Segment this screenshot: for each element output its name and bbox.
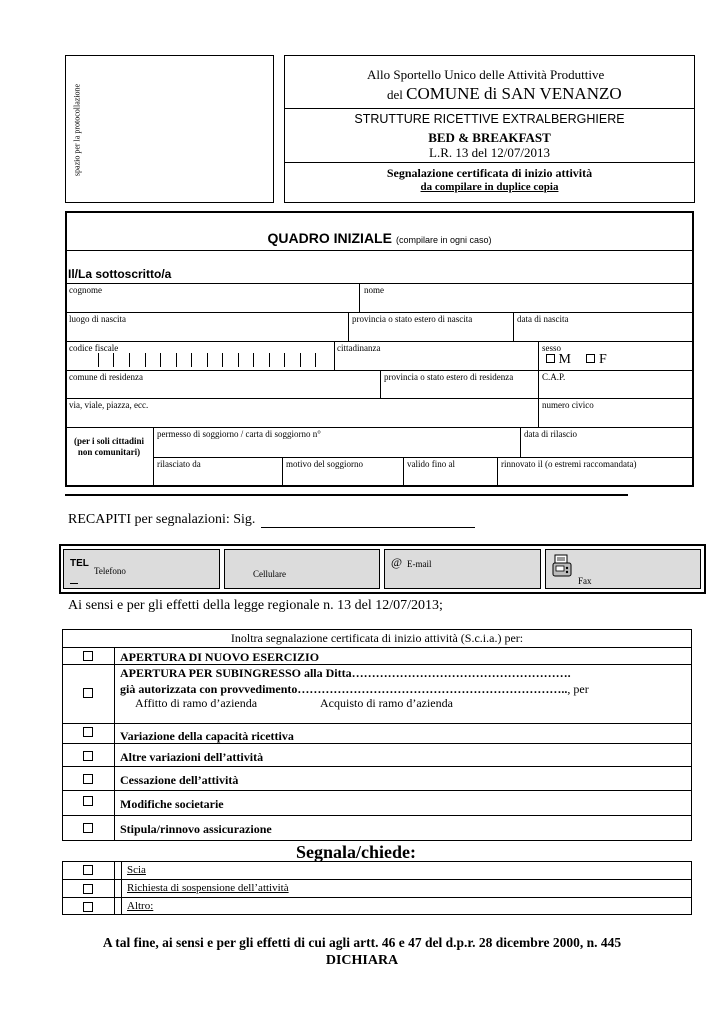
- section-title: STRUTTURE RICETTIVE EXTRALBERGHIERE: [354, 112, 625, 126]
- rilasciato-da-field[interactable]: [155, 471, 281, 485]
- checkbox-assicurazione[interactable]: [83, 823, 93, 833]
- cognome-field[interactable]: [66, 296, 358, 312]
- tel-sublabel: Telefono: [94, 566, 126, 576]
- item-nuovo-esercizio: APERTURA DI NUOVO ESERCIZIO: [120, 650, 320, 664]
- label-numero-civico: numero civico: [542, 400, 594, 410]
- via-field[interactable]: [66, 412, 537, 426]
- cellulare-box[interactable]: [224, 549, 380, 589]
- tel-box[interactable]: [63, 549, 220, 589]
- item-modifiche-societarie: Modifiche societarie: [120, 797, 224, 811]
- label-via: via, viale, piazza, ecc.: [69, 400, 149, 410]
- header-line2: del COMUNE di SAN VENANZO: [387, 84, 622, 103]
- data-nascita-field[interactable]: [515, 326, 693, 341]
- scia-header: Inoltra segnalazione certificata di inizio attività (S.c.i.a.) per:: [230, 631, 524, 645]
- label-cittadinanza: cittadinanza: [337, 343, 381, 353]
- label-data-nascita: data di nascita: [517, 314, 569, 324]
- segnala-title: Segnala/chiede:: [296, 842, 416, 862]
- label-provincia-nascita: provincia o stato estero di nascita: [352, 314, 473, 324]
- provincia-residenza-field[interactable]: [382, 384, 537, 398]
- label-motivo: motivo del soggiorno: [286, 459, 363, 469]
- sesso-m-label: M: [558, 352, 571, 367]
- header-divider-1: [284, 108, 695, 109]
- item-variazione-capacita: Variazione della capacità ricettiva: [120, 729, 294, 743]
- label-permesso: permesso di soggiorno / carta di soggiorno n°: [157, 429, 321, 439]
- comune-residenza-field[interactable]: [66, 384, 379, 398]
- item-altre-variazioni: Altre variazioni dell’attività: [120, 750, 264, 764]
- non-comunitari-label: (per i soli cittadini non comunitari): [73, 436, 145, 457]
- label-provincia-residenza: provincia o stato estero di residenza: [384, 372, 514, 382]
- label-cognome: cognome: [69, 285, 102, 295]
- label-data-rilascio: data di rilascio: [524, 429, 577, 439]
- fax-box[interactable]: [545, 549, 701, 589]
- subtitle-bnb: BED & BREAKFAST: [428, 130, 551, 145]
- label-valido-fino: valido fino al: [407, 459, 455, 469]
- email-label: E-mail: [407, 559, 432, 569]
- checkbox-cessazione[interactable]: [83, 774, 93, 784]
- label-luogo-nascita: luogo di nascita: [69, 314, 126, 324]
- subject-heading: Il/La sottoscritto/a: [68, 267, 172, 281]
- email-box[interactable]: [384, 549, 541, 589]
- header-line1: Allo Sportello Unico delle Attività Produttive: [367, 67, 605, 82]
- luogo-nascita-field[interactable]: [66, 326, 347, 341]
- data-rilascio-field[interactable]: [522, 441, 693, 456]
- checkbox-variazione-capacita[interactable]: [83, 727, 93, 737]
- legal-line: Ai sensi e per gli effetti della legge regionale n. 13 del 12/07/2013;: [68, 598, 443, 613]
- item-cessazione: Cessazione dell’attività: [120, 773, 239, 787]
- permesso-field[interactable]: [155, 441, 519, 456]
- quadro-title: QUADRO INIZIALE (compilare in ogni caso): [267, 230, 492, 246]
- item-subingresso: APERTURA PER SUBINGRESSO alla Ditta……………………………………………….: [120, 666, 571, 680]
- acquisto-option[interactable]: Acquisto di ramo d’azienda: [320, 696, 453, 710]
- sesso-options: [546, 353, 607, 367]
- segnala-item-scia: Scia: [127, 864, 146, 876]
- footer-line1: A tal fine, ai sensi e per gli effetti di cui agli artt. 46 e 47 del d.p.r. 28 dicembre 2000, n. 445: [102, 935, 622, 950]
- sesso-f-checkbox[interactable]: [586, 354, 595, 363]
- label-codice-fiscale: codice fiscale: [69, 343, 119, 353]
- checkbox-modifiche-societarie[interactable]: [83, 796, 93, 806]
- checkbox-altre-variazioni[interactable]: [83, 751, 93, 761]
- label-rinnovato: rinnovato il (o estremi raccomandata): [501, 459, 637, 469]
- segnala-item-altro: Altro:: [127, 900, 154, 912]
- affitto-option[interactable]: Affitto di ramo d’azienda: [135, 696, 258, 710]
- checkbox-scia[interactable]: [83, 865, 93, 875]
- email-icon: @: [391, 555, 403, 569]
- fax-label: Fax: [578, 576, 592, 586]
- doc-note: da compilare in duplice copia: [420, 181, 559, 193]
- numero-civico-field[interactable]: [540, 412, 693, 426]
- label-comune-residenza: comune di residenza: [69, 372, 143, 382]
- protocol-box: [65, 55, 274, 203]
- recapiti-label: RECAPITI per segnalazioni: Sig.: [68, 512, 256, 527]
- provincia-nascita-field[interactable]: [350, 326, 512, 341]
- checkbox-sospensione[interactable]: [83, 884, 93, 894]
- sesso-m-checkbox[interactable]: [546, 354, 555, 363]
- checkbox-altro[interactable]: [83, 902, 93, 912]
- nome-field[interactable]: [361, 296, 693, 312]
- law-reference: L.R. 13 del 12/07/2013: [429, 145, 550, 160]
- label-nome: nome: [364, 285, 384, 295]
- comune-name: COMUNE di SAN VENANZO: [406, 84, 622, 103]
- section-separator: [65, 494, 628, 496]
- label-rilasciato-da: rilasciato da: [157, 459, 201, 469]
- subingresso-line2: già autorizzata con provvedimento………………………………………………………….., per: [120, 682, 589, 696]
- checkbox-subingresso[interactable]: [83, 688, 93, 698]
- cittadinanza-field[interactable]: [336, 355, 536, 369]
- checkbox-nuovo-esercizio[interactable]: [83, 651, 93, 661]
- doc-title: Segnalazione certificata di inizio attività: [386, 166, 593, 180]
- quadro-title-divider: [65, 250, 694, 251]
- protocol-vertical-label: spazio per la protocollazione: [72, 83, 82, 177]
- header-divider-2: [284, 162, 695, 163]
- label-cap: C.A.P.: [542, 372, 566, 382]
- rinnovato-field[interactable]: [499, 471, 693, 485]
- cap-field[interactable]: [540, 384, 693, 398]
- segnala-item-sospensione: Richiesta di sospensione dell’attività: [127, 882, 289, 894]
- tel-label: TEL: [70, 558, 89, 569]
- motivo-field[interactable]: [284, 471, 402, 485]
- label-sesso: sesso: [542, 343, 562, 353]
- fax-icon: [552, 554, 574, 580]
- recapiti-sig-field[interactable]: [261, 527, 475, 528]
- cellulare-label: Cellulare: [253, 569, 286, 579]
- footer-dichiara: DICHIARA: [325, 953, 399, 968]
- valido-fino-field[interactable]: [405, 471, 496, 485]
- sesso-f-label: F: [598, 352, 607, 367]
- item-assicurazione: Stipula/rinnovo assicurazione: [120, 822, 272, 836]
